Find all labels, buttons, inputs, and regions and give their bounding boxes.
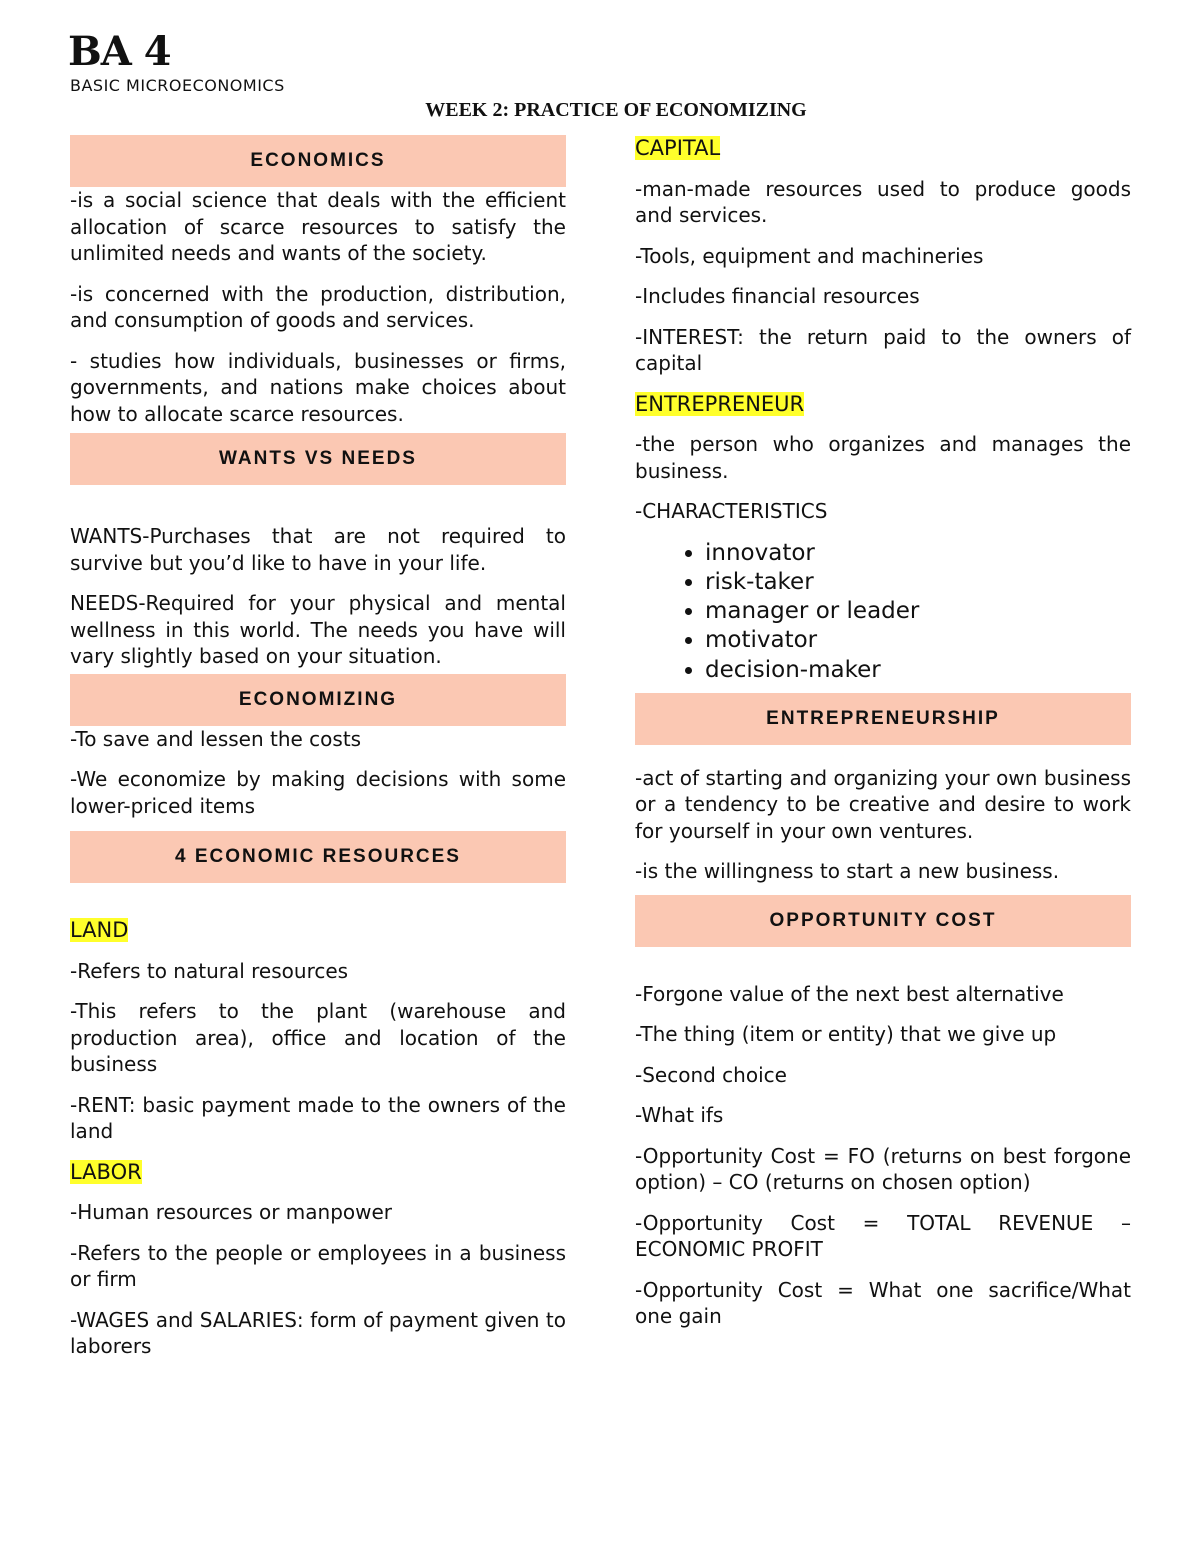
- right-column: [635, 135, 1131, 1330]
- entrepreneur-label-line: [635, 391, 1131, 418]
- economizing-definition-2: -We economize by making decisions with some lower-priced items: [70, 767, 566, 818]
- capital-text-3: -Includes financial resources: [635, 284, 920, 308]
- trait-item: • risk-taker: [705, 568, 1131, 597]
- labor-text-1: -Human resources or manpower: [70, 1200, 393, 1224]
- land-text-3: -RENT: basic payment made to the owners of the land: [70, 1092, 566, 1143]
- opportunity-cost-text-3: -Second choice: [635, 1062, 787, 1087]
- capital-label: CAPITAL: [635, 136, 721, 160]
- capital-text-2: -Tools, equipment and machineries: [635, 243, 984, 268]
- trait-item: • manager or leader: [705, 597, 1131, 626]
- section-heading-economizing: ECONOMIZING: [70, 674, 566, 726]
- opportunity-cost-text-6: -Opportunity Cost = TOTAL REVENUE – ECONOMIC PROFIT: [635, 1210, 1131, 1262]
- economics-definition-3: - studies how individuals, businesses or firms, governments, and nations make choices about how to allocate scarce resources.: [70, 348, 566, 426]
- labor-text-2: -Refers to the people or employees in a business or firm: [70, 1240, 566, 1291]
- economizing-definition-1: -To save and lessen the costs: [70, 726, 362, 751]
- section-heading-economics: ECONOMICS: [70, 135, 566, 187]
- labor-label: LABOR: [70, 1159, 142, 1184]
- course-code: BA 4: [68, 28, 171, 75]
- land-label-line: [70, 917, 566, 944]
- opportunity-cost-text-1: -Forgone value of the next best alternative: [635, 981, 1064, 1006]
- section-heading-opportunity-cost: OPPORTUNITY COST: [635, 895, 1131, 947]
- capital-text-1: -man-made resources used to produce goods and services.: [635, 176, 1131, 227]
- economics-definition-2: -is concerned with the production, distribution, and consumption of goods and services.: [70, 281, 566, 332]
- land-text-2: -This refers to the plant (warehouse and production area), office and location of the business: [70, 999, 566, 1076]
- entrepreneur-text-2: -CHARACTERISTICS: [635, 499, 828, 523]
- needs-definition: NEEDS-Required for your physical and mental wellness in this world. The needs you have will vary slightly based on your situation.: [70, 591, 566, 668]
- entrepreneur-traits-list: [635, 539, 1131, 685]
- section-heading-entrepreneurship: ENTREPRENEURSHIP: [635, 693, 1131, 745]
- wants-definition: WANTS-Purchases that are not required to survive but you’d like to have in your life.: [70, 524, 566, 575]
- land-label: LAND: [70, 918, 129, 942]
- labor-text-3: -WAGES and SALARIES: form of payment given to laborers: [70, 1307, 566, 1358]
- opportunity-cost-text-2: -The thing (item or entity) that we give up: [635, 1022, 1057, 1047]
- land-text-1: -Refers to natural resources: [70, 958, 349, 983]
- economics-definition-1: -is a social science that deals with the efficient allocation of scarce resources to satisfy the unlimited needs and wants of the society.: [70, 188, 566, 265]
- labor-label-line: [70, 1159, 566, 1186]
- entrepreneurship-text-1: -act of starting and organizing your own business or a tendency to be creative and desire to work for yourself in your own ventures.: [635, 765, 1131, 843]
- opportunity-cost-text-7: -Opportunity Cost = What one sacrifice/What one gain: [635, 1277, 1131, 1329]
- trait-item: • motivator: [705, 626, 1131, 655]
- trait-item: • innovator: [705, 539, 1131, 568]
- week-title: WEEK 2: PRACTICE OF ECONOMIZING: [425, 99, 807, 121]
- entrepreneurship-text-2: -is the willingness to start a new business.: [635, 859, 1060, 884]
- course-subject: BASIC MICROECONOMICS: [70, 76, 285, 95]
- opportunity-cost-text-4: -What ifs: [635, 1103, 724, 1128]
- section-heading-wants-needs: WANTS VS NEEDS: [70, 433, 566, 485]
- trait-item: • decision-maker: [705, 656, 1131, 685]
- opportunity-cost-text-5: -Opportunity Cost = FO (returns on best forgone option) – CO (returns on chosen option): [635, 1143, 1131, 1195]
- entrepreneur-label: ENTREPRENEUR: [635, 391, 805, 416]
- capital-text-4: -INTEREST: the return paid to the owners of capital: [635, 324, 1131, 375]
- left-column: [70, 135, 566, 1360]
- entrepreneur-text-1: -the person who organizes and manages the business.: [635, 432, 1131, 483]
- section-heading-economic-resources: 4 ECONOMIC RESOURCES: [70, 831, 566, 883]
- capital-label-line: [635, 135, 1131, 162]
